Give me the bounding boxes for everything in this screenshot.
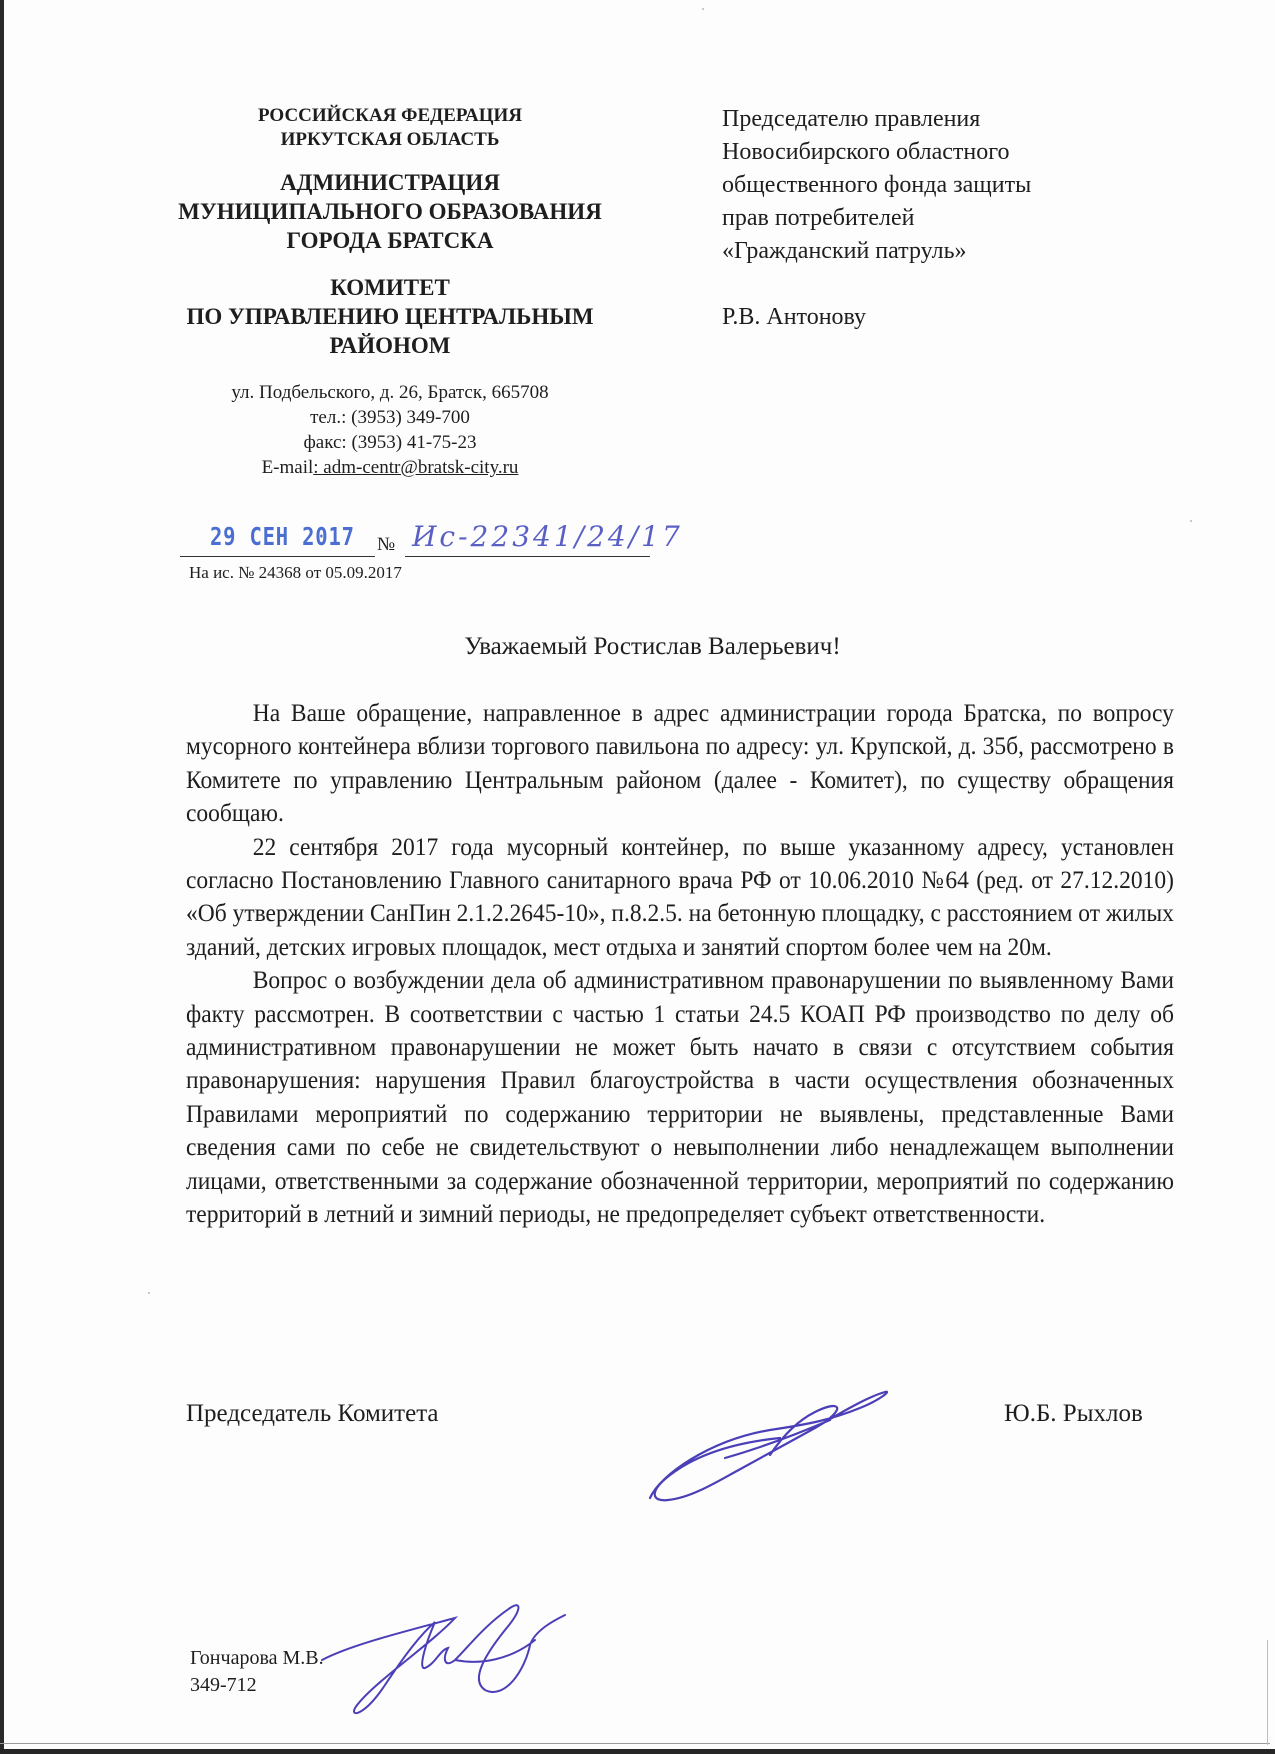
admin-line-1: АДМИНИСТРАЦИЯ [280, 170, 500, 195]
body-paragraph: 22 сентября 2017 года мусорный контейнер, по выше указанному адресу, установлен согласно Постановлению Главного санитарного врача РФ от 10.06.2010 №64 (ред. от 27.12.2010) «Об утверждении СанПин 2.1.2.2645-10», п.8.2.5. на бетонную площадку, с расстоянием от жилых зданий, детских игровых площадок, мест отдыха и занятий спортом более чем на 20м. [186, 833, 1174, 961]
number-underline [405, 556, 650, 557]
scan-dust [1190, 520, 1192, 522]
reply-reference: На ис. № 24368 от 05.09.2017 [189, 563, 402, 582]
addressee-block [722, 103, 1031, 334]
letterhead-contacts [140, 380, 640, 480]
body-paragraph: На Ваше обращение, направленное в адрес администрации города Братска, по вопросу мусорного контейнера вблизи торгового павильона по адресу: ул. Крупской, д. 35б, рассмотрено в Комитете по управлению Центральным районом (далее - Комитет), по существу обращения сообщаю. [186, 700, 1174, 828]
scan-edge-line [0, 1743, 1270, 1744]
email-link[interactable]: : adm-centr@bratsk-city.ru [313, 457, 519, 478]
addressee-line: Новосибирского областного [722, 139, 1010, 165]
letterhead-committee [140, 273, 640, 360]
executor-signature-icon [310, 1590, 570, 1720]
number-sign: № [377, 534, 396, 555]
scan-border-bottom [0, 1749, 1275, 1754]
scan-edge-line-right [1267, 1640, 1268, 1745]
letterhead-email [140, 455, 640, 480]
committee-line-3: РАЙОНОМ [329, 333, 451, 358]
handwritten-signature-icon [630, 1380, 910, 1510]
addressee-line: общественного фонда защиты [722, 172, 1032, 198]
signatory-name: Ю.Б. Рыхлов [1004, 1400, 1143, 1427]
addressee-name: Р.В. Антонову [722, 304, 867, 330]
date-stamp: 29 СЕН 2017 [210, 522, 355, 551]
signatory-title: Председатель Комитета [186, 1400, 439, 1427]
executor-name: Гончарова М.В. [190, 1647, 324, 1669]
email-label: E-mail [261, 457, 314, 478]
salutation: Уважаемый Ростислав Валерьевич! [464, 633, 841, 660]
executor-block [190, 1645, 324, 1699]
outgoing-number-handwritten: Ис-22341/24/17 [412, 520, 683, 553]
letterhead [140, 104, 640, 480]
committee-line-2: ПО УПРАВЛЕНИЮ ЦЕНТРАЛЬНЫМ [186, 304, 594, 329]
letterhead-region: ИРКУТСКАЯ ОБЛАСТЬ [280, 129, 500, 150]
letterhead-administration [140, 168, 640, 255]
committee-line-1: КОМИТЕТ [330, 275, 450, 300]
addressee-line: «Гражданский патруль» [722, 238, 967, 264]
scan-dust [148, 1292, 150, 1294]
addressee-line: прав потребителей [722, 205, 915, 231]
scan-border-left [0, 0, 4, 1754]
registration-line [180, 518, 683, 560]
admin-line-2: МУНИЦИПАЛЬНОГО ОБРАЗОВАНИЯ [178, 199, 602, 224]
letterhead-address: ул. Подбельского, д. 26, Братск, 665708 [231, 382, 549, 403]
letterhead-fax: факс: (3953) 41-75-23 [303, 432, 477, 453]
admin-line-3: ГОРОДА БРАТСКА [286, 228, 494, 253]
letter-body [186, 697, 1174, 1232]
body-paragraph: Вопрос о возбуждении дела об административном правонарушении по выявленному Вами факту рассмотрен. В соответствии с частью 1 статьи 24.5 КОАП РФ производство по делу об административном правонарушении не может быть начато в связи с отсутствием события правонарушения: нарушения Правил благоустройства в части осуществления обозначенных Правилами мероприятий по содержанию территории не выявлены, представленные Вами сведения сами по себе не свидетельствуют о невыполнении либо ненадлежащем выполнении лицами, ответственными за содержание обозначенной территории, мероприятий по содержанию территорий в летний и зимний периоды, не предопределяет субъект ответственности. [186, 967, 1174, 1229]
scan-dust [702, 8, 704, 10]
letterhead-country: РОССИЙСКАЯ ФЕДЕРАЦИЯ [257, 105, 523, 126]
addressee-line: Председателю правления [722, 106, 981, 132]
executor-phone: 349-712 [190, 1674, 257, 1696]
letterhead-phone: тел.: (3953) 349-700 [310, 407, 470, 428]
date-underline [180, 556, 375, 557]
